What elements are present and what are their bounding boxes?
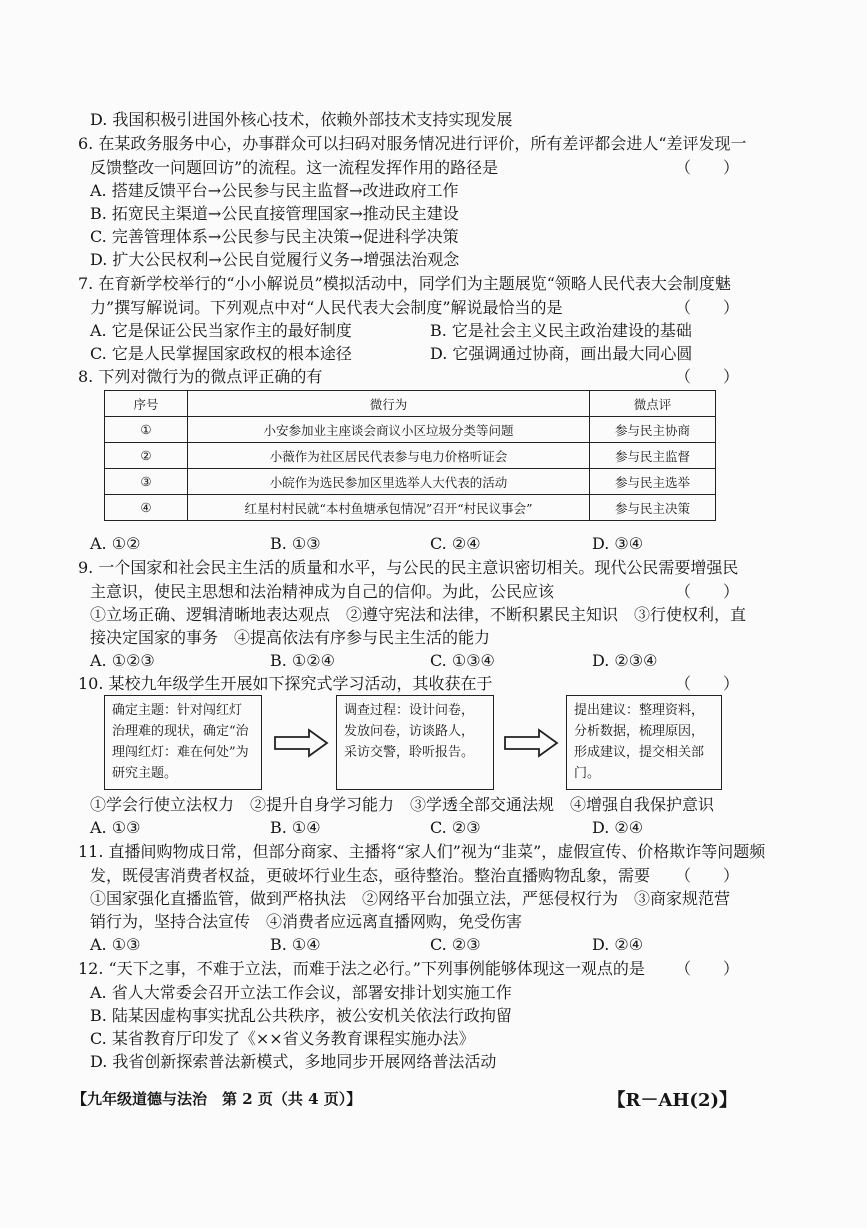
q10-answer-bracket[interactable]: （ ） (675, 674, 740, 693)
q10-option-c: C. ②③ (430, 818, 481, 837)
table-cell: 小薇作为社区居民代表参与电力价格听证会 (188, 443, 590, 469)
q8-answer-bracket[interactable]: （ ） (675, 367, 740, 386)
q7-option-d: D. 它强调通过协商，画出最大同心圆 (430, 344, 693, 363)
q12-option-a: A. 省人大常委会召开立法工作会议，部署安排计划实施工作 (90, 983, 512, 1002)
table-row (105, 443, 716, 469)
table-header-row (105, 391, 716, 417)
q11-stem-line1: 11. 直播间购物成日常，但部分商家、主播将“家人们”视为“韭菜”，虚假宣传、价格欺诈等问题频 (78, 842, 766, 861)
q8-option-d: D. ③④ (592, 534, 644, 553)
table-cell: 参与民主监督 (590, 443, 716, 469)
q7-stem-line2: 力”撰写解说词。下列观点中对“人民代表大会制度”解说最恰当的是 (90, 298, 563, 317)
q11-option-c: C. ②③ (430, 935, 481, 954)
table-row (105, 417, 716, 443)
q6-option-c: C. 完善管理体系→公民参与民主决策→促进科学决策 (90, 227, 459, 246)
table-header-cell: 微点评 (590, 391, 716, 417)
table-cell: 红星村村民就“本村鱼塘承包情况”召开“村民议事会” (188, 495, 590, 521)
table-cell: 参与民主选举 (590, 469, 716, 495)
q8-option-c: C. ②④ (430, 534, 481, 553)
table-cell: 参与民主协商 (590, 417, 716, 443)
q6-answer-bracket[interactable]: （ ） (675, 158, 740, 177)
q6-option-b: B. 拓宽民主渠道→公民直接管理国家→推动民主建设 (90, 204, 459, 223)
flow-box-topic: 确定主题：针对闯红灯治理难的现状，确定“治理闯红灯：难在何处”为研究主题。 (104, 695, 262, 790)
table-header-cell: 序号 (105, 391, 188, 417)
q11-answer-bracket[interactable]: （ ） (675, 866, 740, 885)
q5-option-d: D. 我国积极引进国外核心技术，依赖外部技术支持实现发展 (90, 110, 513, 129)
q8-option-b: B. ①③ (270, 534, 321, 553)
q11-option-a: A. ①③ (90, 935, 141, 954)
q12-stem: 12. “天下之事，不难于立法，而难于法之必行。”下列事例能够体现这一观点的是 (78, 959, 645, 978)
table-cell: 小安参加业主座谈会商议小区垃圾分类等问题 (188, 417, 590, 443)
q6-stem-line2: 反馈整改一问题回访”的流程。这一流程发挥作用的路径是 (90, 158, 499, 177)
q9-option-c: C. ①③④ (430, 651, 495, 670)
q8-option-a: A. ①② (90, 534, 141, 553)
q7-answer-bracket[interactable]: （ ） (675, 298, 740, 317)
q7-option-a: A. 它是保证公民当家作主的最好制度 (90, 321, 352, 340)
q7-stem-line1: 7. 在育新学校举行的“小小解说员”模拟活动中，同学们为主题展览“领略人民代表大会制度魅 (78, 274, 731, 293)
q11-statements-line2: 销行为，坚持合法宣传 ④消费者应远离直播网购，免受伤害 (90, 912, 523, 931)
q9-stem-line2: 主意识，使民主思想和法治精神成为自己的信仰。为此，公民应该 (90, 582, 555, 601)
table-cell: ③ (105, 469, 188, 495)
table-cell: 小皖作为选民参加区里选举人大代表的活动 (188, 469, 590, 495)
q9-answer-bracket[interactable]: （ ） (675, 582, 740, 601)
q8-stem: 8. 下列对微行为的微点评正确的有 (78, 367, 323, 386)
q10-option-b: B. ①④ (270, 818, 321, 837)
flow-box-suggestion: 提出建议：整理资料，分析数据，梳理原因，形成建议，提交相关部门。 (566, 695, 722, 790)
q7-option-c: C. 它是人民掌握国家政权的根本途径 (90, 344, 352, 363)
q10-statements: ①学会行使立法权力 ②提升自身学习能力 ③学透全部交通法规 ④增强自我保护意识 (90, 795, 715, 814)
q12-answer-bracket[interactable]: （ ） (675, 959, 740, 978)
q11-option-d: D. ②④ (592, 935, 644, 954)
table-cell: ② (105, 443, 188, 469)
q8-table (104, 390, 716, 521)
table-row (105, 469, 716, 495)
q12-option-b: B. 陆某因虚构事实扰乱公共秩序，被公安机关依法行政拘留 (90, 1006, 512, 1025)
table-cell: 参与民主决策 (590, 495, 716, 521)
table-row (105, 495, 716, 521)
q9-option-d: D. ②③④ (592, 651, 658, 670)
q6-option-a: A. 搭建反馈平台→公民参与民主监督→改进政府工作 (90, 181, 459, 200)
table-cell: ④ (105, 495, 188, 521)
table-header-cell: 微行为 (188, 391, 590, 417)
paper-code: 【R－AH(2)】 (607, 1090, 737, 1111)
q9-option-b: B. ①②④ (270, 651, 335, 670)
q10-option-a: A. ①③ (90, 818, 141, 837)
q9-option-a: A. ①②③ (90, 651, 155, 670)
q10-option-d: D. ②④ (592, 818, 644, 837)
q7-option-b: B. 它是社会主义民主政治建设的基础 (430, 321, 692, 340)
q12-option-d: D. 我省创新探索普法新模式，多地同步开展网络普法活动 (90, 1052, 497, 1071)
table-cell: ① (105, 417, 188, 443)
q9-statements-line2: 接决定国家的事务 ④提高依法有序参与民主生活的能力 (90, 628, 491, 647)
page-footer: 【九年级道德与法治 第 2 页（共 4 页）】 (72, 1090, 362, 1108)
q11-option-b: B. ①④ (270, 935, 321, 954)
q11-statements-line1: ①国家强化直播监管，做到严格执法 ②网络平台加强立法，严惩侵权行为 ③商家规范营 (90, 889, 731, 908)
q6-option-d: D. 扩大公民权利→公民自觉履行义务→增强法治观念 (90, 250, 460, 269)
q6-stem-line1: 6. 在某政务服务中心，办事群众可以扫码对服务情况进行评价，所有差评都会进人“差评发现一 (78, 134, 747, 153)
flow-box-survey: 调查过程：设计问卷，发放问卷，访谈路人，采访交警，聆听报告。 (336, 695, 494, 790)
right-arrow-icon (273, 728, 329, 758)
q11-stem-line2: 发，既侵害消费者权益，更破坏行业生态，亟待整治。整治直播购物乱象，需要 (90, 866, 651, 885)
q9-statements-line1: ①立场正确、逻辑清晰地表达观点 ②遵守宪法和法律，不断积累民主知识 ③行使权利，直 (90, 605, 747, 624)
right-arrow-icon (503, 728, 559, 758)
q10-stem: 10. 某校九年级学生开展如下探究式学习活动，其收获在于 (78, 674, 493, 693)
q9-stem-line1: 9. 一个国家和社会民主生活的质量和水平，与公民的民主意识密切相关。现代公民需要增强民 (78, 558, 739, 577)
q12-option-c: C. 某省教育厅印发了《××省义务教育课程实施办法》 (90, 1029, 475, 1048)
